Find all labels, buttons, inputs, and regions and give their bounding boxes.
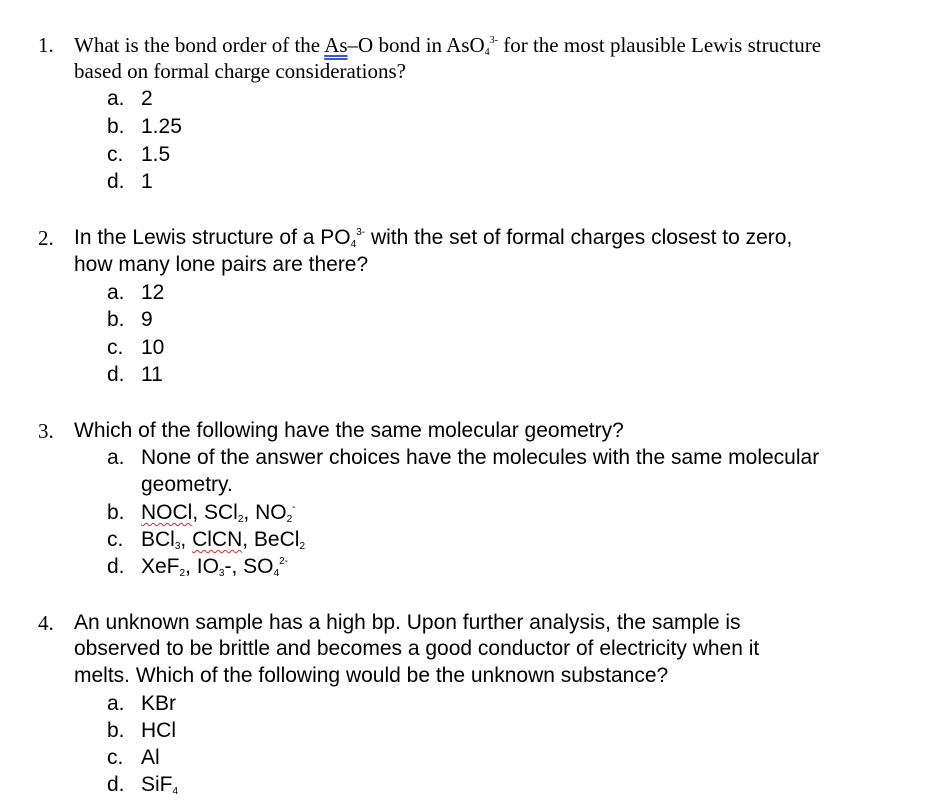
answer-option-b[interactable] bbox=[107, 308, 153, 332]
answer-option-d[interactable] bbox=[107, 170, 153, 194]
question-number: 1. bbox=[38, 33, 54, 57]
subscript: 4 bbox=[273, 568, 280, 579]
answer-option-a[interactable] bbox=[107, 692, 176, 716]
option-text: , SCl bbox=[192, 501, 238, 524]
option-text: 1.25 bbox=[141, 115, 182, 138]
question-stem-line-2: how many lone pairs are there? bbox=[74, 253, 369, 276]
option-text: XeF bbox=[141, 555, 180, 578]
option-text: None of the answer choices have the molecules with the same molecular bbox=[141, 446, 820, 469]
option-text: 1 bbox=[141, 170, 153, 193]
subscript: 4 bbox=[350, 239, 357, 250]
option-letter: c. bbox=[107, 143, 124, 166]
question-stem-line-1 bbox=[74, 226, 792, 250]
option-letter: a. bbox=[107, 692, 125, 715]
answer-option-a[interactable] bbox=[107, 87, 153, 111]
subscript: 2 bbox=[299, 541, 305, 552]
option-letter: d. bbox=[107, 170, 125, 193]
answer-option-c[interactable] bbox=[107, 336, 164, 360]
question-stem-line-2: observed to be brittle and becomes a good conductor of electricity when it bbox=[74, 637, 760, 660]
stem-text: –O bond in AsO bbox=[347, 33, 485, 57]
superscript-charge: 3- bbox=[356, 227, 366, 238]
option-text: , NO bbox=[243, 501, 287, 524]
answer-option-a[interactable] bbox=[107, 281, 164, 305]
answer-option-c[interactable] bbox=[107, 528, 305, 552]
option-text: , IO bbox=[185, 555, 219, 578]
option-letter: b. bbox=[107, 115, 125, 138]
question-number: 2. bbox=[38, 226, 54, 250]
option-letter: c. bbox=[107, 336, 124, 359]
option-letter: a. bbox=[107, 281, 125, 304]
subscript: 2 bbox=[179, 568, 186, 579]
option-text: Al bbox=[141, 746, 160, 769]
answer-option-c[interactable] bbox=[107, 143, 170, 167]
subscript: 2 bbox=[237, 514, 244, 525]
answer-option-d[interactable] bbox=[107, 363, 163, 387]
option-letter: b. bbox=[107, 501, 125, 524]
question-number: 4. bbox=[38, 611, 54, 635]
question-stem-line-1: Which of the following have the same molecular geometry? bbox=[74, 419, 624, 442]
superscript-charge: 2- bbox=[279, 556, 288, 567]
stem-text: for the most plausible Lewis structure bbox=[497, 33, 822, 57]
subscript: 4 bbox=[172, 786, 179, 797]
answer-option-b[interactable] bbox=[107, 115, 182, 139]
spellcheck-flagged-word: ClCN bbox=[192, 528, 243, 551]
question-stem-line-1 bbox=[74, 33, 821, 58]
answer-option-b[interactable] bbox=[107, 719, 176, 743]
answer-option-b[interactable] bbox=[107, 501, 296, 525]
option-text: 12 bbox=[141, 281, 165, 304]
subscript: 3 bbox=[174, 541, 181, 552]
option-text: 1.5 bbox=[141, 143, 171, 166]
option-text: 2 bbox=[141, 87, 153, 110]
option-text: , bbox=[180, 528, 193, 551]
option-text: 11 bbox=[141, 363, 163, 386]
answer-option-d[interactable] bbox=[107, 555, 288, 579]
answer-option-a-continued: geometry. bbox=[141, 473, 233, 496]
stem-text: with the set of formal charges closest to zero, bbox=[365, 226, 793, 249]
option-letter: a. bbox=[107, 87, 125, 110]
question-stem-line-2: based on formal charge considerations? bbox=[74, 59, 406, 83]
question-number: 3. bbox=[38, 419, 54, 443]
stem-text: In the Lewis structure of a PO bbox=[74, 226, 351, 249]
superscript-charge: - bbox=[292, 502, 296, 513]
arsenic-symbol: As bbox=[324, 33, 348, 57]
option-text: , BeCl bbox=[242, 528, 300, 551]
option-letter: b. bbox=[107, 308, 125, 331]
superscript-charge: 3- bbox=[489, 35, 498, 46]
option-text: 10 bbox=[141, 336, 165, 359]
option-letter: b. bbox=[107, 719, 125, 742]
option-letter: c. bbox=[107, 746, 124, 769]
subscript: 3 bbox=[218, 568, 225, 579]
option-letter: d. bbox=[107, 555, 125, 578]
question-stem-line-3: melts. Which of the following would be the unknown substance? bbox=[74, 664, 669, 687]
option-text: BCl bbox=[141, 528, 175, 551]
option-text: SiF bbox=[141, 773, 173, 796]
option-text: HCl bbox=[141, 719, 176, 742]
option-letter: a. bbox=[107, 446, 125, 469]
answer-option-c[interactable] bbox=[107, 746, 160, 770]
option-letter: d. bbox=[107, 773, 125, 796]
answer-option-a[interactable] bbox=[107, 446, 819, 470]
option-text: -, SO bbox=[224, 555, 274, 578]
option-text: 9 bbox=[141, 308, 153, 331]
stem-text: What is the bond order of the bbox=[74, 33, 325, 57]
subscript: 2 bbox=[286, 514, 293, 525]
answer-option-d[interactable] bbox=[107, 773, 178, 797]
option-letter: c. bbox=[107, 528, 124, 551]
subscript: 4 bbox=[484, 47, 490, 58]
question-stem-line-1: An unknown sample has a high bp. Upon further analysis, the sample is bbox=[74, 611, 741, 634]
spellcheck-flagged-word: NOCl bbox=[141, 501, 193, 524]
option-letter: d. bbox=[107, 363, 125, 386]
option-text: KBr bbox=[141, 692, 177, 715]
